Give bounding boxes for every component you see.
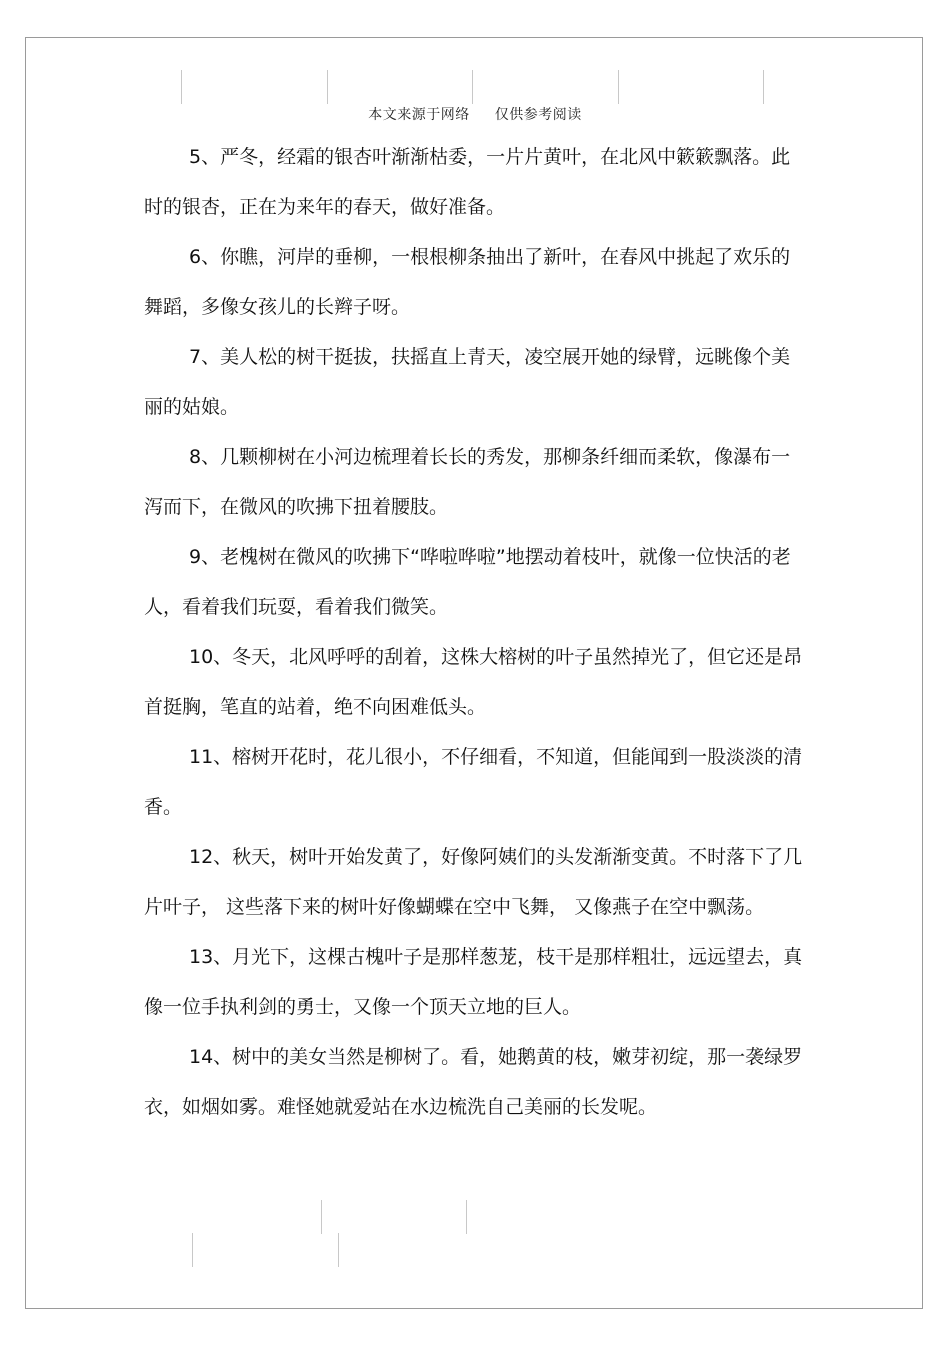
paragraph: 11、榕树开花时，花儿很小，不仔细看，不知道，但能闻到一股淡淡的清香。 (144, 746, 803, 818)
document-body (144, 132, 809, 1132)
paragraph: 6、你瞧，河岸的垂柳，一根根柳条抽出了新叶，在春风中挑起了欢乐的舞蹈，多像女孩儿的长辫子呀。 (144, 246, 791, 318)
paragraph: 12、秋天，树叶开始发黄了，好像阿姨们的头发渐渐变黄。不时落下了几片叶子， 这些落下来的树叶好像蝴蝶在空中飞舞， 又像燕子在空中飘荡。 (144, 846, 803, 918)
top-mark-2 (327, 70, 328, 104)
page-header (0, 104, 950, 124)
top-mark-1 (181, 70, 182, 104)
top-mark-4 (618, 70, 619, 104)
paragraph: 13、月光下，这棵古槐叶子是那样葱茏，枝干是那样粗壮，远远望去，真像一位手执利剑的勇士，又像一个顶天立地的巨人。 (144, 946, 803, 1018)
paragraph: 5、严冬，经霜的银杏叶渐渐枯委，一片片黄叶，在北风中簌簌飘落。此时的银杏，正在为来年的春天，做好准备。 (144, 146, 791, 218)
bottom-mark-4 (338, 1233, 339, 1267)
top-mark-5 (763, 70, 764, 104)
bottom-mark-3 (192, 1233, 193, 1267)
header-source: 本文来源于网络 (368, 107, 470, 123)
bottom-mark-1 (321, 1200, 322, 1234)
paragraph: 14、树中的美女当然是柳树了。看，她鹅黄的枝，嫩芽初绽，那一袭绿罗衣，如烟如雾。难怪她就爱站在水边梳洗自己美丽的长发呢。 (144, 1046, 803, 1118)
header-note: 仅供参考阅读 (494, 107, 582, 123)
paragraph: 10、冬天，北风呼呼的刮着，这株大榕树的叶子虽然掉光了，但它还是昂首挺胸，笔直的站着，绝不向困难低头。 (144, 646, 803, 718)
top-mark-3 (472, 70, 473, 104)
paragraph: 8、几颗柳树在小河边梳理着长长的秀发，那柳条纤细而柔软，像瀑布一泻而下，在微风的吹拂下扭着腰肢。 (144, 446, 791, 518)
paragraph: 9、老槐树在微风的吹拂下“哗啦哗啦”地摆动着枝叶，就像一位快活的老人，看着我们玩耍，看着我们微笑。 (144, 546, 791, 618)
paragraph: 7、美人松的树干挺拔，扶摇直上青天，凌空展开她的绿臂，远眺像个美丽的姑娘。 (144, 346, 791, 418)
bottom-mark-2 (466, 1200, 467, 1234)
